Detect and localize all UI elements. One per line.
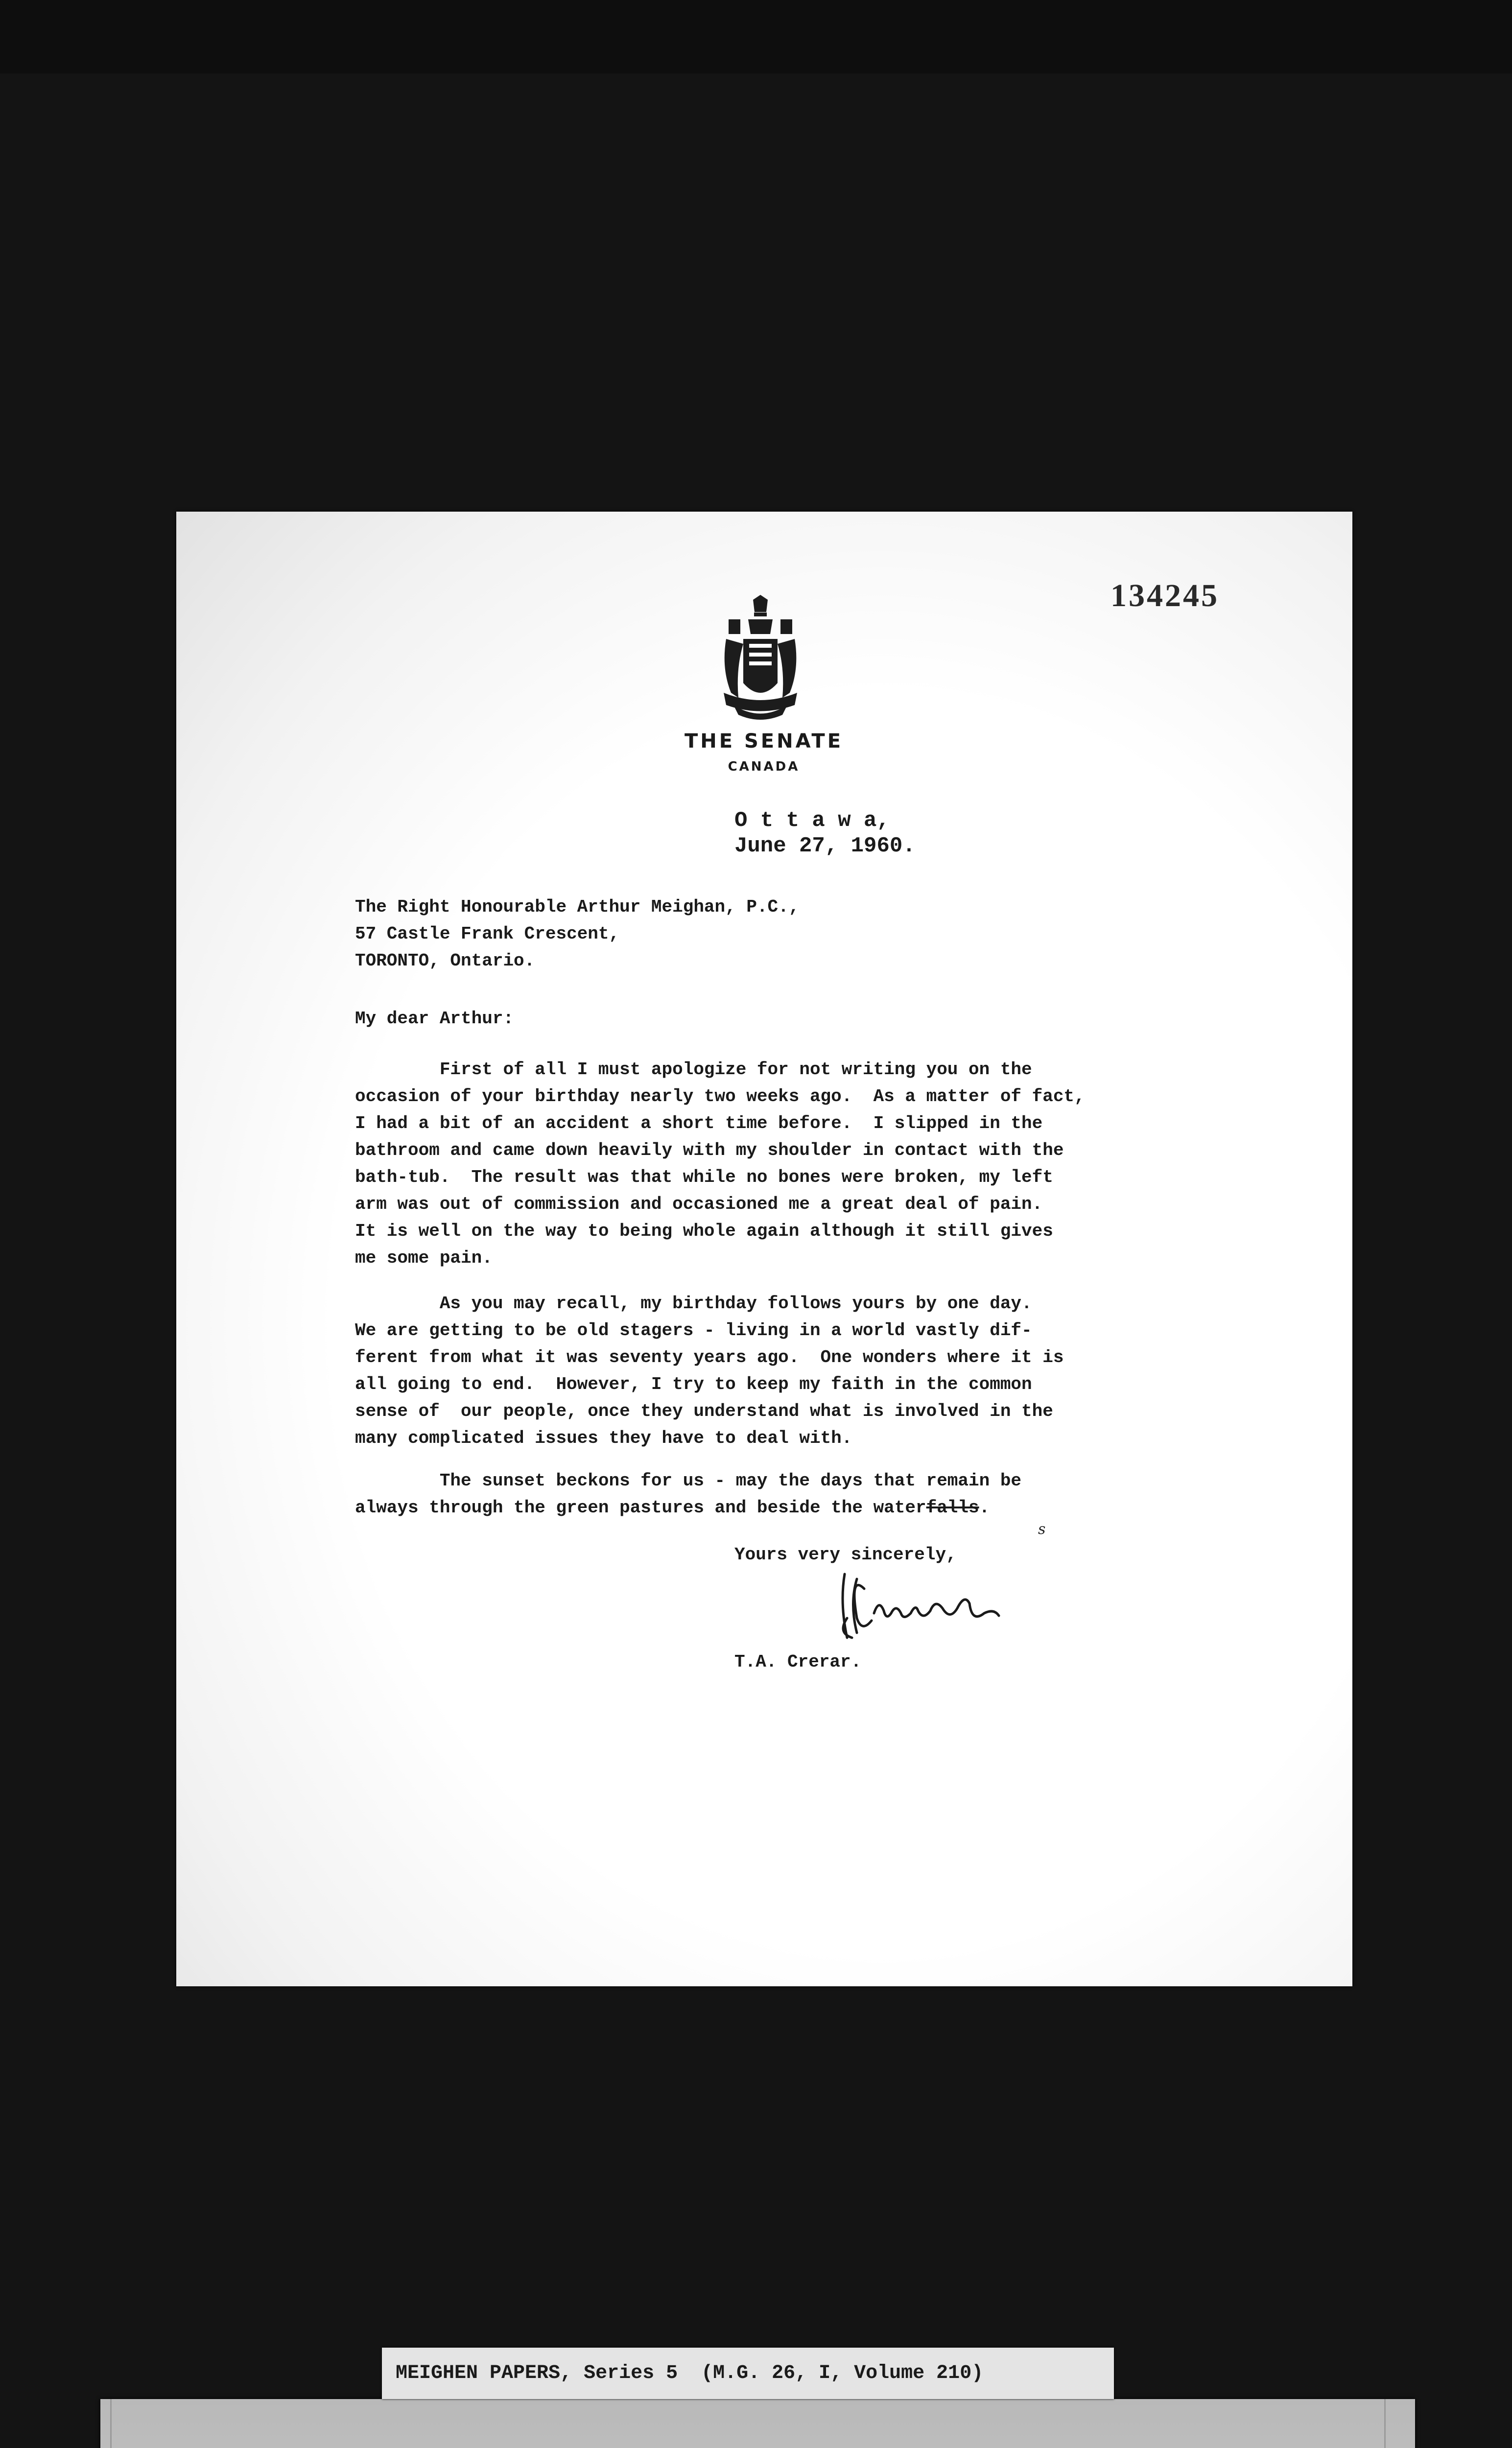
- letterhead-country: CANADA: [728, 759, 800, 774]
- card-edge: [110, 2399, 112, 2448]
- text-line: [355, 1494, 1021, 1521]
- signer-name: T.A. Crerar.: [734, 1652, 862, 1672]
- recipient-line: 57 Castle Frank Crescent,: [355, 924, 620, 944]
- handwritten-signature-icon: [830, 1569, 1036, 1643]
- text-segment: always through the green pastures and beside the water: [355, 1498, 926, 1518]
- text-segment: .: [979, 1498, 990, 1518]
- text-line: me some pain.: [355, 1248, 493, 1268]
- archive-reference-text: MEIGHEN PAPERS, Series 5 (M.G. 26, I, Volume 210): [396, 2362, 984, 2384]
- text-line: As you may recall, my birthday follows yours by one day.: [355, 1294, 1032, 1314]
- text-line: sense of our people, once they understand what is involved in the: [355, 1401, 1053, 1421]
- recipient-address: [355, 894, 799, 974]
- text-line: many complicated issues they have to deal with.: [355, 1428, 852, 1448]
- text-line: I had a bit of an accident a short time before. I slipped in the: [355, 1113, 1043, 1133]
- letter-date: June 27, 1960.: [734, 834, 916, 858]
- card-edge: [1384, 2399, 1386, 2448]
- archive-card: [100, 2399, 1415, 2448]
- letter-place: O t t a w a,: [734, 808, 890, 833]
- salutation: My dear Arthur:: [355, 1009, 514, 1029]
- archive-reference-label: [382, 2348, 1114, 2399]
- text-line: We are getting to be old stagers - living in a world vastly dif-: [355, 1320, 1032, 1341]
- text-line: arm was out of commission and occasioned me a great deal of pain.: [355, 1194, 1043, 1214]
- letter-page: [176, 512, 1352, 1986]
- paragraph-2: [355, 1290, 1063, 1452]
- closing: Yours very sincerely,: [734, 1545, 957, 1565]
- film-border-top: [0, 0, 1512, 73]
- recipient-line: TORONTO, Ontario.: [355, 951, 535, 971]
- text-line: occasion of your birthday nearly two weeks ago. As a matter of fact,: [355, 1086, 1085, 1106]
- text-line: It is well on the way to being whole again although it still gives: [355, 1221, 1053, 1241]
- text-line: The sunset beckons for us - may the days that remain be: [355, 1471, 1022, 1491]
- paragraph-1: [355, 1056, 1085, 1271]
- document-number: 134245: [1110, 578, 1219, 613]
- coat-of-arms-icon: [719, 595, 802, 722]
- letterhead-institution: THE SENATE: [684, 730, 844, 753]
- handwritten-correction: s: [1038, 1521, 1046, 1538]
- text-line: bath-tub. The result was that while no bones were broken, my left: [355, 1167, 1053, 1187]
- text-line: First of all I must apologize for not writing you on the: [355, 1059, 1032, 1080]
- text-line: ferent from what it was seventy years ago. One wonders where it is: [355, 1347, 1064, 1367]
- recipient-line: The Right Honourable Arthur Meighan, P.C.,: [355, 897, 800, 917]
- text-line: all going to end. However, I try to keep my faith in the common: [355, 1374, 1032, 1394]
- text-line: bathroom and came down heavily with my shoulder in contact with the: [355, 1140, 1064, 1160]
- paragraph-3: [355, 1467, 1021, 1521]
- struck-text: falls: [926, 1498, 979, 1518]
